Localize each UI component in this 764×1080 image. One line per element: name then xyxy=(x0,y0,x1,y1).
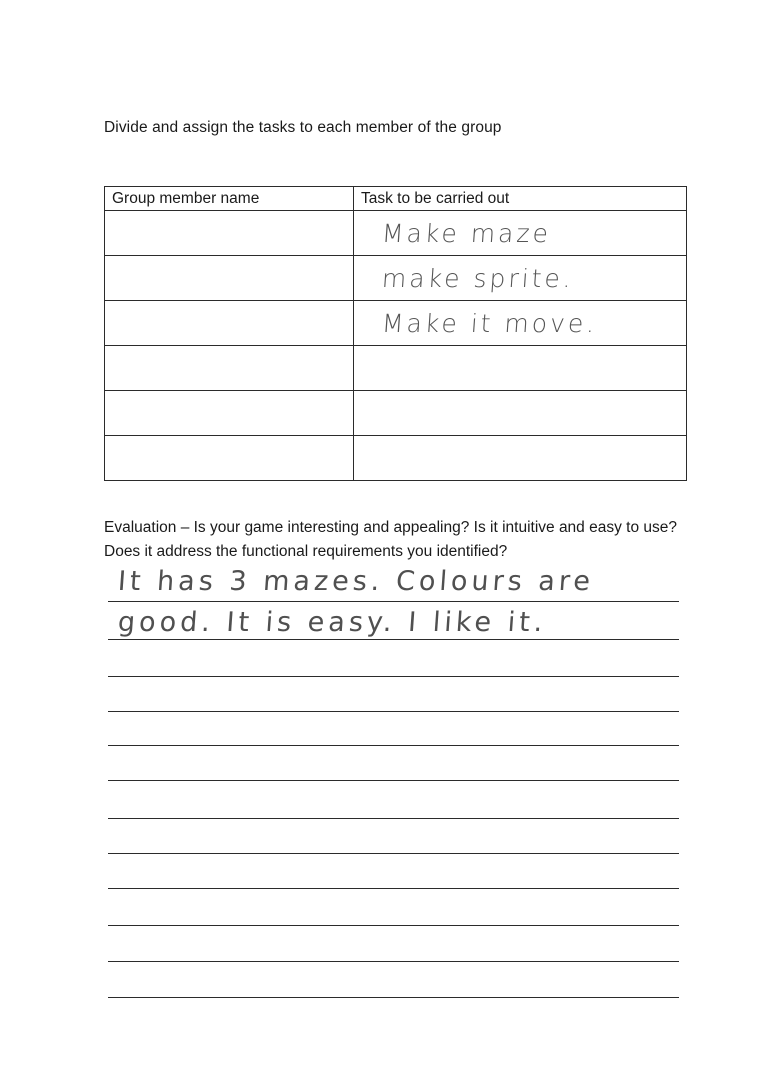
table-row xyxy=(105,256,687,301)
task-cell[interactable] xyxy=(354,211,687,256)
member-cell[interactable] xyxy=(105,436,354,481)
task-cell[interactable] xyxy=(354,301,687,346)
table-row xyxy=(105,391,687,436)
answer-line[interactable] xyxy=(108,961,679,962)
task-cell[interactable] xyxy=(354,256,687,301)
answer-line[interactable] xyxy=(108,925,679,926)
member-cell[interactable] xyxy=(105,301,354,346)
member-cell[interactable] xyxy=(105,391,354,436)
answer-line[interactable] xyxy=(108,818,679,819)
answer-line[interactable] xyxy=(108,888,679,889)
instruction-text: Divide and assign the tasks to each member of the group xyxy=(104,119,502,136)
answer-line[interactable] xyxy=(108,997,679,998)
table-row xyxy=(105,211,687,256)
answer-line[interactable] xyxy=(108,780,679,781)
task-handwriting: Make it move. xyxy=(380,308,599,338)
task-cell[interactable] xyxy=(354,436,687,481)
answer-handwriting-line-1: It has 3 mazes. Colours are xyxy=(116,566,596,597)
task-cell[interactable] xyxy=(354,346,687,391)
task-assignment-table xyxy=(104,186,687,481)
answer-line[interactable] xyxy=(108,676,679,677)
answer-line[interactable] xyxy=(108,601,679,602)
header-task: Task to be carried out xyxy=(354,187,687,211)
table-row xyxy=(105,301,687,346)
task-cell[interactable] xyxy=(354,391,687,436)
member-cell[interactable] xyxy=(105,256,354,301)
table-row xyxy=(105,436,687,481)
table-header-row xyxy=(105,187,687,211)
answer-line[interactable] xyxy=(108,745,679,746)
task-handwriting: make sprite. xyxy=(380,263,575,293)
answer-line[interactable] xyxy=(108,711,679,712)
member-cell[interactable] xyxy=(105,346,354,391)
table-row xyxy=(105,346,687,391)
answer-line[interactable] xyxy=(108,639,679,640)
answer-handwriting-line-2: good. It is easy. I like it. xyxy=(116,607,548,638)
task-handwriting: Make maze xyxy=(380,218,552,248)
answer-line[interactable] xyxy=(108,853,679,854)
header-group-member: Group member name xyxy=(105,187,354,211)
evaluation-question: Evaluation – Is your game interesting and appealing? Is it intuitive and easy to use? Does it address the functional requirements you identified? xyxy=(104,519,678,560)
member-cell[interactable] xyxy=(105,211,354,256)
